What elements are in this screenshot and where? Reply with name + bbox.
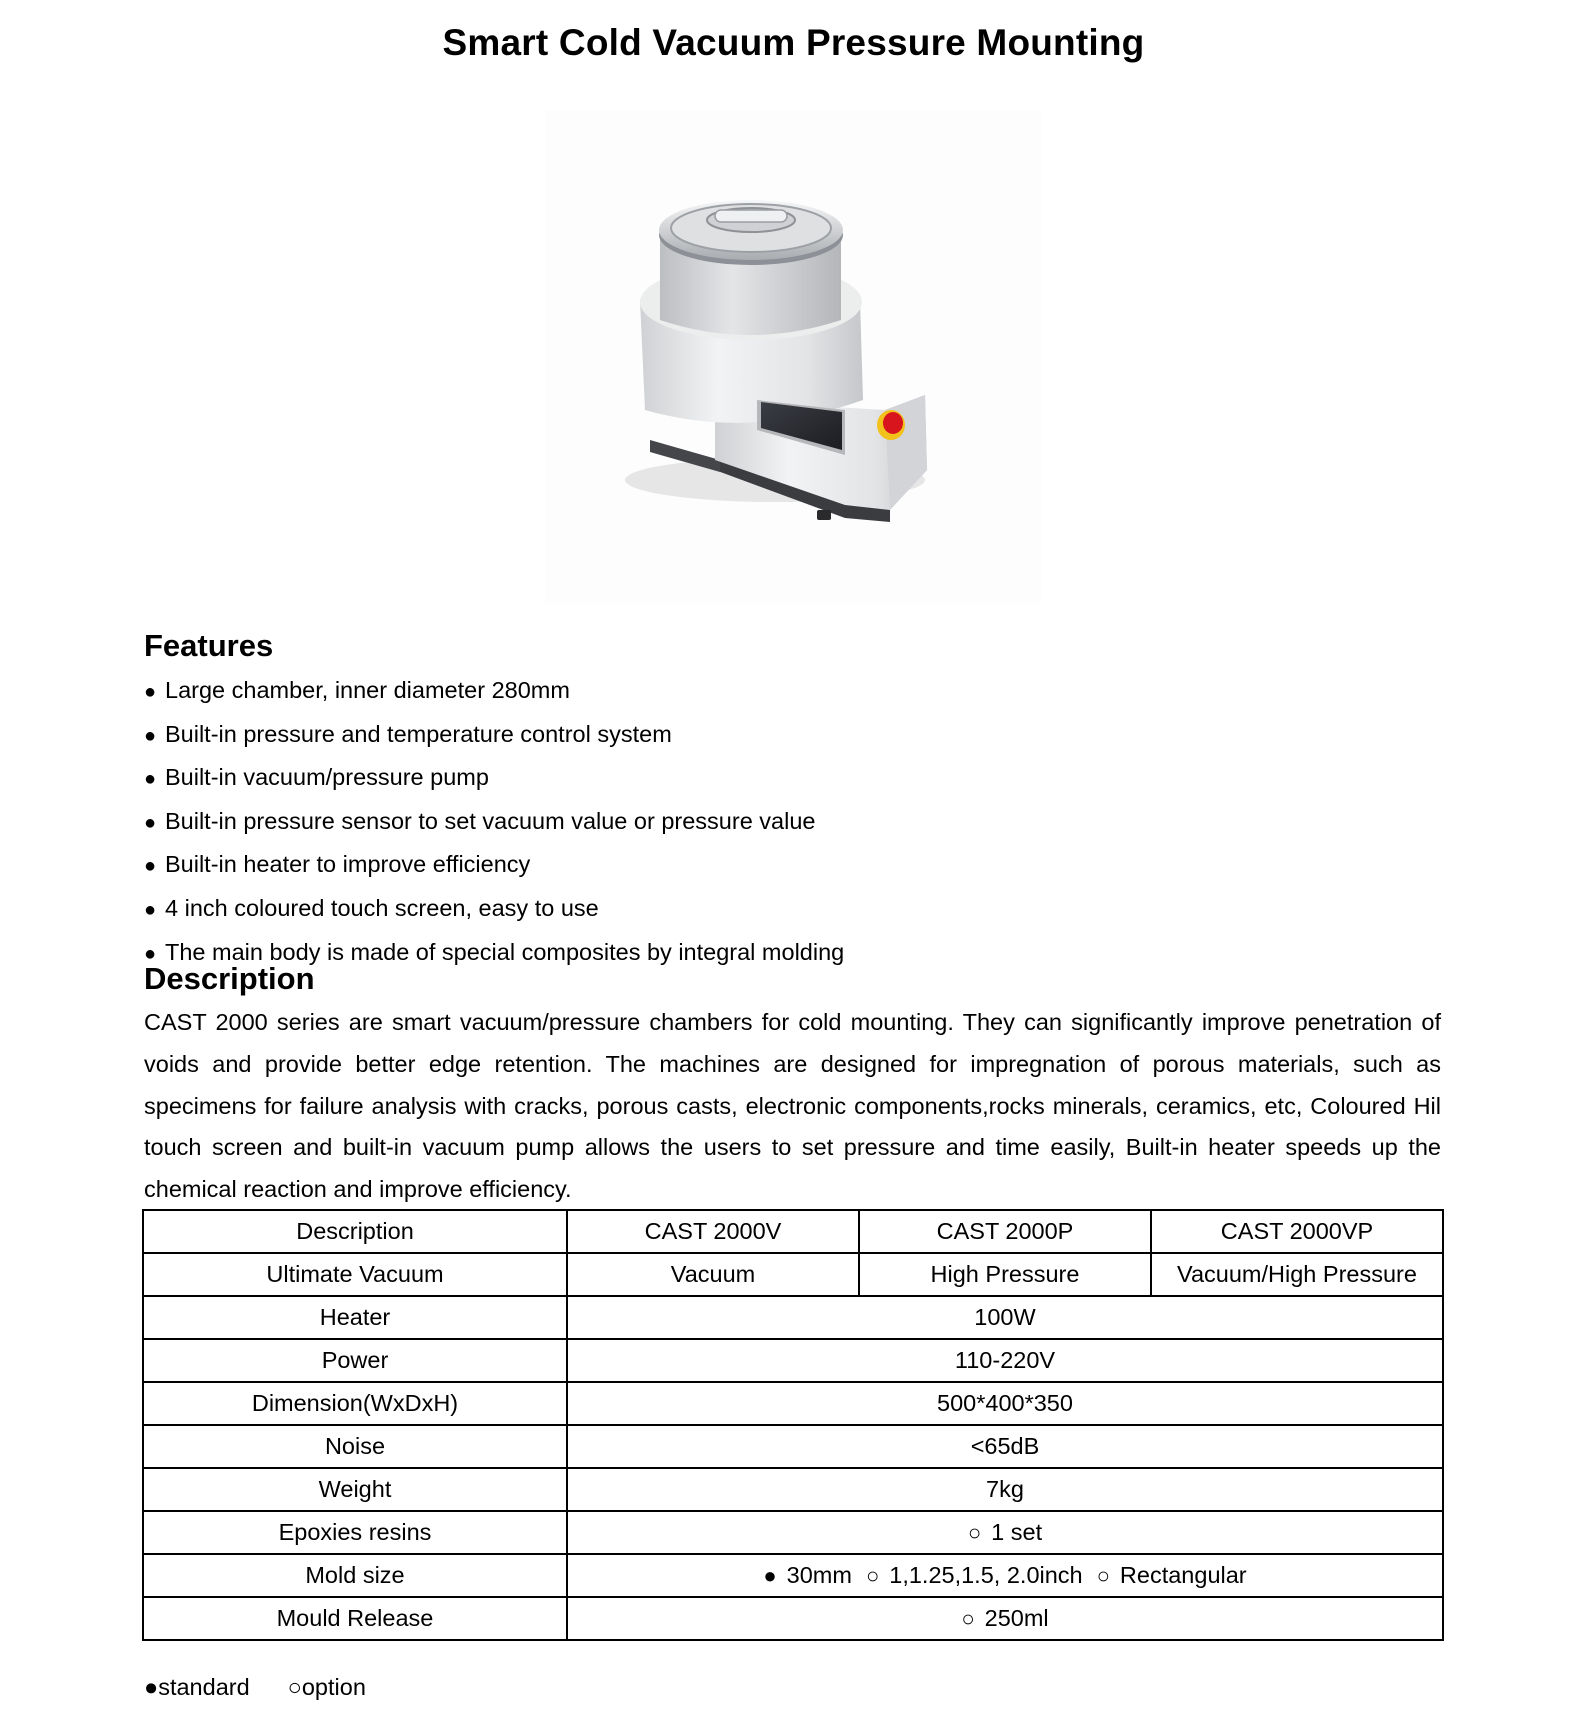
row-label: Power bbox=[143, 1339, 567, 1382]
row-label: Mould Release bbox=[143, 1597, 567, 1640]
feature-text: Built-in heater to improve efficiency bbox=[165, 851, 531, 878]
option-circle-icon: ○ bbox=[961, 1606, 975, 1631]
header-cell: CAST 2000V bbox=[567, 1210, 859, 1253]
features-list bbox=[144, 670, 844, 975]
feature-text: The main body is made of special composites by integral molding bbox=[165, 938, 845, 965]
standard-dot-icon: ● bbox=[144, 1674, 159, 1700]
option-circle-icon: ○ bbox=[1096, 1563, 1110, 1588]
feature-item bbox=[144, 888, 844, 932]
header-cell: Description bbox=[143, 1210, 567, 1253]
table-cell: 7kg bbox=[567, 1468, 1443, 1511]
table-cell bbox=[567, 1597, 1443, 1640]
feature-item bbox=[144, 757, 844, 801]
page-title: Smart Cold Vacuum Pressure Mounting bbox=[442, 22, 1145, 63]
bullet-icon: ● bbox=[144, 724, 157, 747]
bullet-icon: ● bbox=[144, 942, 157, 965]
table-row bbox=[143, 1253, 1443, 1296]
table-cell: 500*400*350 bbox=[567, 1382, 1443, 1425]
table-cell: <65dB bbox=[567, 1425, 1443, 1468]
bullet-icon: ● bbox=[144, 811, 157, 834]
description-heading: Description bbox=[144, 961, 315, 996]
product-image bbox=[545, 110, 1041, 604]
table-row bbox=[143, 1468, 1443, 1511]
table-cell bbox=[567, 1554, 1443, 1597]
features-heading: Features bbox=[144, 628, 274, 663]
option-circle-icon: ○ bbox=[967, 1520, 982, 1545]
feature-text: Built-in vacuum/pressure pump bbox=[165, 764, 489, 791]
table-cell: High Pressure bbox=[859, 1253, 1151, 1296]
table-row bbox=[143, 1511, 1443, 1554]
table-row bbox=[143, 1425, 1443, 1468]
feature-text: Large chamber, inner diameter 280mm bbox=[165, 677, 570, 703]
bullet-icon: ● bbox=[144, 768, 157, 791]
row-label: Dimension(WxDxH) bbox=[143, 1382, 567, 1425]
feature-text: 4 inch coloured touch screen, easy to use bbox=[165, 894, 599, 921]
table-legend bbox=[144, 1674, 366, 1701]
bullet-icon: ● bbox=[144, 681, 157, 703]
bullet-icon: ● bbox=[144, 855, 157, 878]
table-row bbox=[143, 1296, 1443, 1339]
description-paragraph: CAST 2000 series are smart vacuum/pressure chambers for cold mounting. They can significantly improve penetration of voids and provide better edge retention. The machines are designed for impregnation of porous materials, such as specimens for failure analysis with cracks, porous casts, electronic components,rocks minerals, ceramics, etc, Coloured Hil touch screen and built-in vacuum pump allows the users to set pressure and time easily, Built-in heater speeds up the chemical reaction and improve efficiency. bbox=[144, 1009, 1441, 1203]
row-label: Noise bbox=[143, 1425, 567, 1468]
legend-option-label: option bbox=[301, 1674, 366, 1700]
bullet-icon: ● bbox=[144, 898, 157, 921]
header-cell: CAST 2000P bbox=[859, 1210, 1151, 1253]
mold-size-option: 30mm bbox=[786, 1562, 852, 1588]
row-label: Heater bbox=[143, 1296, 567, 1339]
feature-item bbox=[144, 670, 844, 714]
mould-release-value: 250ml bbox=[984, 1605, 1049, 1631]
option-circle-icon: ○ bbox=[287, 1674, 302, 1700]
table-cell: Vacuum bbox=[567, 1253, 859, 1296]
option-circle-icon: ○ bbox=[865, 1563, 880, 1588]
feature-text: Built-in pressure and temperature control system bbox=[165, 720, 672, 747]
cast-2000-machine-illustration bbox=[545, 110, 1041, 604]
table-row bbox=[143, 1382, 1443, 1425]
feature-item bbox=[144, 801, 844, 845]
feature-text: Built-in pressure sensor to set vacuum value or pressure value bbox=[165, 807, 816, 834]
row-label: Epoxies resins bbox=[143, 1511, 567, 1554]
table-cell: 110-220V bbox=[567, 1339, 1443, 1382]
feature-item bbox=[144, 714, 844, 758]
table-header-row bbox=[143, 1210, 1443, 1253]
feature-item bbox=[144, 844, 844, 888]
table-row bbox=[143, 1554, 1443, 1597]
epoxies-value: 1 set bbox=[991, 1519, 1043, 1545]
mold-size-option: 1,1.25,1.5, 2.0inch bbox=[889, 1562, 1083, 1588]
table-cell bbox=[567, 1511, 1443, 1554]
row-label: Ultimate Vacuum bbox=[143, 1253, 567, 1296]
header-cell: CAST 2000VP bbox=[1151, 1210, 1443, 1253]
table-row bbox=[143, 1339, 1443, 1382]
mold-size-option: Rectangular bbox=[1119, 1562, 1247, 1588]
table-cell: Vacuum/High Pressure bbox=[1151, 1253, 1443, 1296]
table-row bbox=[143, 1597, 1443, 1640]
table-cell: 100W bbox=[567, 1296, 1443, 1339]
legend-standard-label: standard bbox=[158, 1674, 250, 1700]
specification-table bbox=[142, 1209, 1444, 1641]
row-label: Weight bbox=[143, 1468, 567, 1511]
standard-dot-icon: ● bbox=[763, 1563, 777, 1588]
row-label: Mold size bbox=[143, 1554, 567, 1597]
